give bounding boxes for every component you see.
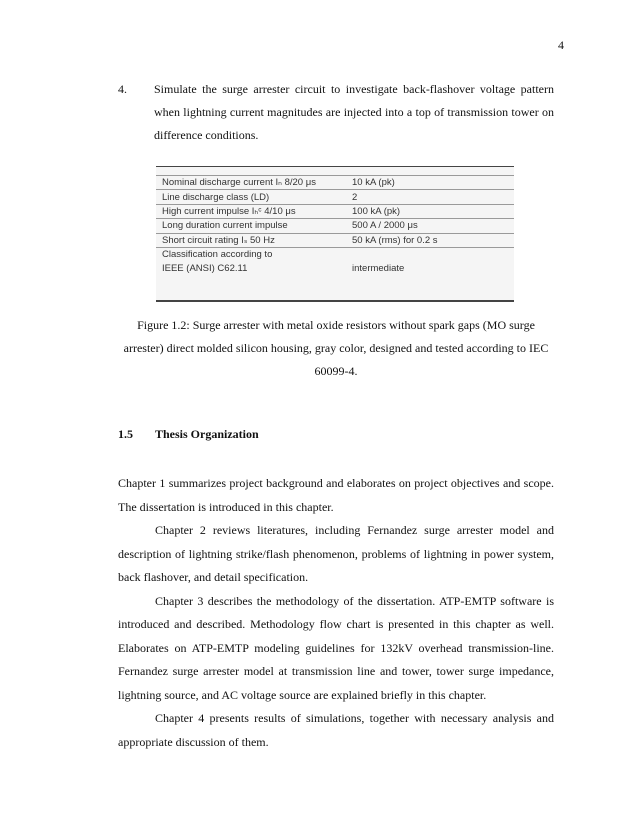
spec-label: Short circuit rating Iₛ 50 Hz xyxy=(156,233,346,247)
section-number: 1.5 xyxy=(118,427,133,441)
spec-value: intermediate xyxy=(352,262,405,274)
spec-value xyxy=(346,247,514,261)
spec-row xyxy=(156,233,514,247)
spec-label: Nominal discharge current Iₙ 8/20 μs xyxy=(156,176,346,190)
paragraph: Chapter 4 presents results of simulations, together with necessary analysis and appropriate discussion of them. xyxy=(118,711,554,749)
spec-label: IEEE (ANSI) C62.11 xyxy=(162,262,248,274)
spec-value: 100 kA (pk) xyxy=(346,204,514,218)
spec-row xyxy=(156,261,514,274)
section-title: Thesis Organization xyxy=(155,427,259,441)
list-item-number: 4. xyxy=(118,82,127,96)
spec-label: Line discharge class (LD) xyxy=(156,190,346,204)
objective-list-item xyxy=(118,78,554,147)
spec-label: Classification according to xyxy=(162,249,273,261)
surge-arrester-spec-figure xyxy=(156,166,514,302)
spec-value: 10 kA (pk) xyxy=(346,176,514,190)
paragraph: Chapter 1 summarizes project background and elaborates on project objectives and scope. The dissertation is introduced in this chapter. xyxy=(118,476,554,514)
list-item-text: Simulate the surge arrester circuit to investigate back-flashover voltage pattern when lightning current magnitudes are injected into a top of transmission tower on difference conditions. xyxy=(154,82,554,142)
spec-label: Long duration current impulse xyxy=(156,219,346,233)
page-number: 4 xyxy=(558,38,564,52)
spec-value: 2 xyxy=(346,190,514,204)
spec-row xyxy=(156,190,514,204)
figure-caption: Figure 1.2: Surge arrester with metal oxide resistors without spark gaps (MO surge arrester) direct molded silicon housing, gray color, designed and tested according to IEC 60099-4. xyxy=(123,318,549,378)
body-text xyxy=(118,472,554,754)
spec-row xyxy=(156,247,514,261)
section-heading xyxy=(118,427,259,442)
spec-row xyxy=(156,219,514,233)
paragraph: Chapter 3 describes the methodology of the dissertation. ATP-EMTP software is introduced and described. Methodology flow chart is presented in this chapter as well. Elaborates on ATP-EMTP modeling guidelines for 132kV overhead transmission-line. Fernandez surge arrester model at transmission line and tower, tower surge impedance, lightning source, and AC voltage source are explained briefly in this chapter. xyxy=(118,593,554,702)
spec-table xyxy=(156,175,514,275)
spec-row xyxy=(156,204,514,218)
paragraph: Chapter 2 reviews literatures, including Fernandez surge arrester model and description of lightning strike/flash phenomenon, problems of lightning in power system, back flashover, and detail specification. xyxy=(118,523,554,584)
spec-label: High current impulse Iₕᶜ 4/10 μs xyxy=(156,204,346,218)
spec-value: 500 A / 2000 μs xyxy=(346,219,514,233)
spec-row xyxy=(156,176,514,190)
spec-value: 50 kA (rms) for 0.2 s xyxy=(346,233,514,247)
